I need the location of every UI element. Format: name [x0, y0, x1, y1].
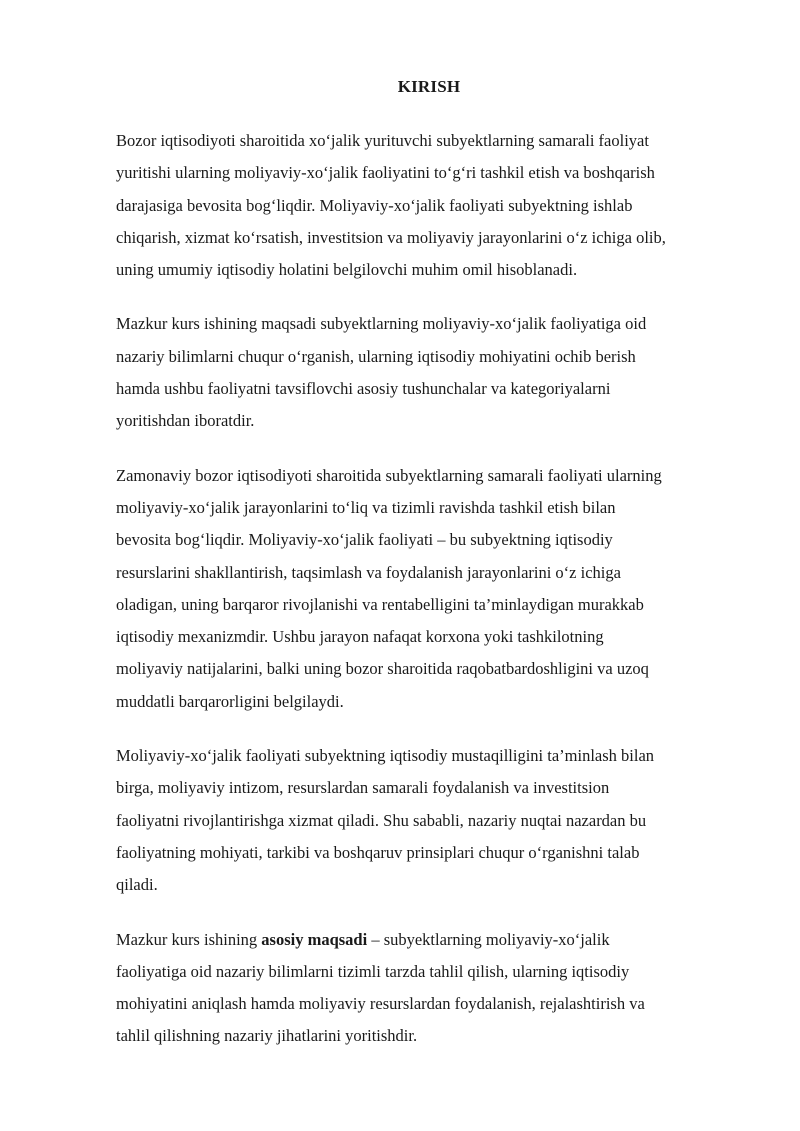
paragraph-line: birga, moliyaviy intizom, resurslardan samarali foydalanish va investitsion — [116, 778, 610, 798]
paragraph-line: darajasiga bevosita bog‘liqdir. Moliyaviy-xo‘jalik faoliyati subyektning ishlab — [116, 195, 633, 215]
paragraph-line: faoliyatiga oid nazariy bilimlarni tizimli tarzda tahlil qilish, ularning iqtisodiy — [116, 961, 630, 981]
paragraph-line: Moliyaviy-xo‘jalik faoliyati subyektning iqtisodiy mustaqilligini ta’minlash bilan — [116, 746, 655, 766]
paragraph-line: yuritishi ularning moliyaviy-xo‘jalik faoliyatini to‘g‘ri tashkil etish va boshqarish — [116, 163, 655, 183]
paragraph-line: uning umumiy iqtisodiy holatini belgilovchi muhim omil hisoblanadi. — [116, 260, 578, 280]
paragraph-line: Bozor iqtisodiyoti sharoitida xo‘jalik yurituvchi subyektlarning samarali faoliyat — [116, 131, 649, 150]
paragraph-2 — [116, 308, 744, 437]
bold-phrase: asosiy maqsadi — [261, 929, 368, 949]
paragraph-line: muddatli barqarorligini belgilaydi. — [116, 691, 344, 711]
page-title: KIRISH — [397, 77, 461, 96]
paragraph-4 — [116, 740, 744, 901]
paragraph-line: qiladi. — [116, 875, 158, 895]
paragraph-line: moliyaviy natijalarini, balki uning bozor sharoitida raqobatbardoshligini va uzoq — [116, 659, 649, 679]
paragraph-line: resurslarini shakllantirish, taqsimlash va foydalanish jarayonlarini o‘z ichiga — [116, 562, 621, 582]
paragraph-5 — [116, 924, 744, 1053]
paragraph-line: hamda ushbu faoliyatni tavsiflovchi asosiy tushunchalar va kategoriyalarni — [116, 379, 611, 399]
paragraph-line: yoritishdan iboratdir. — [116, 411, 255, 431]
paragraph-line: faoliyatning mohiyati, tarkibi va boshqaruv prinsiplari chuqur o‘rganishni talab — [116, 842, 640, 862]
text-run: – subyektlarning moliyaviy-xo‘jalik — [367, 929, 610, 949]
paragraph-1 — [116, 125, 744, 286]
paragraph-3 — [116, 460, 744, 718]
paragraph-line: Zamonaviy bozor iqtisodiyoti sharoitida subyektlarning samarali faoliyati ularning — [116, 465, 662, 485]
paragraph-line: bevosita bog‘liqdir. Moliyaviy-xo‘jalik faoliyati – bu subyektning iqtisodiy — [116, 530, 613, 550]
document-body — [116, 125, 744, 1075]
paragraph-line: oladigan, uning barqaror rivojlanishi va rentabelligini ta’minlaydigan murakkab — [116, 594, 644, 614]
paragraph-line: Mazkur kurs ishining maqsadi subyektlarning moliyaviy-xo‘jalik faoliyatiga oid — [116, 314, 647, 334]
paragraph-line: faoliyatni rivojlantirishga xizmat qiladi. Shu sababli, nazariy nuqtai nazardan bu — [116, 810, 647, 830]
paragraph-line: mohiyatini aniqlash hamda moliyaviy resurslardan foydalanish, rejalashtirish va — [116, 994, 645, 1014]
paragraph-line: tahlil qilishning nazariy jihatlarini yoritishdir. — [116, 1026, 418, 1046]
text-run: Mazkur kurs ishining — [116, 929, 262, 949]
paragraph-line: nazariy bilimlarni chuqur o‘rganish, ularning iqtisodiy mohiyatini ochib berish — [116, 346, 636, 366]
paragraph-line: iqtisodiy mexanizmdir. Ushbu jarayon nafaqat korxona yoki tashkilotning — [116, 627, 604, 647]
paragraph-line: moliyaviy-xo‘jalik jarayonlarini to‘liq va tizimli ravishda tashkil etish bilan — [116, 497, 616, 517]
paragraph-line — [116, 924, 744, 956]
paragraph-line: chiqarish, xizmat ko‘rsatish, investitsion va moliyaviy jarayonlarini o‘z ichiga olib, — [116, 227, 666, 247]
